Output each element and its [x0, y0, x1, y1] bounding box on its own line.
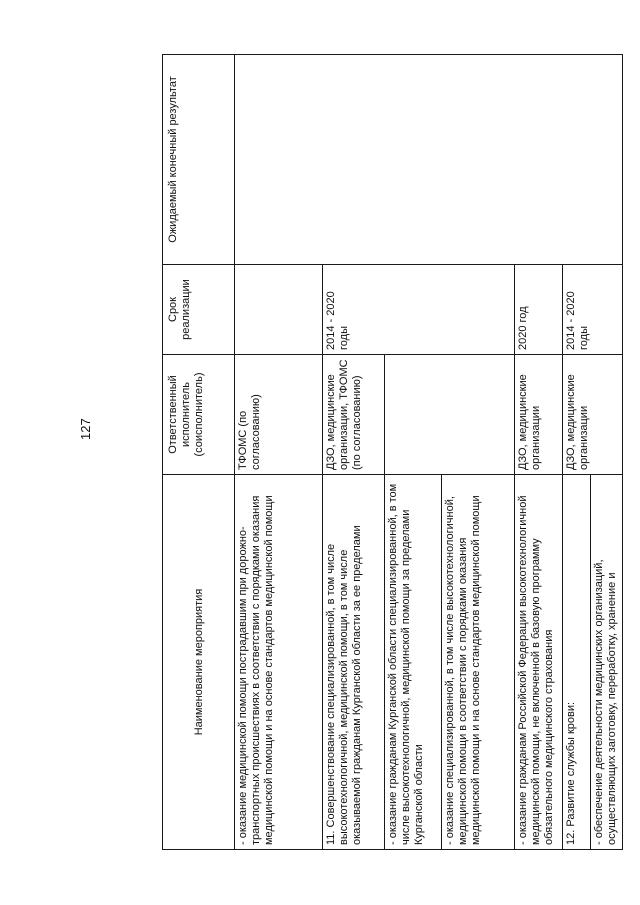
- cell-name: - оказание гражданам Российской Федерации высокотехнологичной медицинской помощи, не включенной в базовую программу обязательного медицинского страхования: [515, 475, 563, 850]
- cell-executor: ТФОМС (по согласованию): [235, 355, 323, 475]
- cell-term: [235, 265, 323, 355]
- measures-table: [162, 54, 623, 850]
- rotated-page-content: [162, 55, 618, 850]
- cell-executor: [385, 355, 515, 475]
- cell-result: [235, 55, 623, 265]
- header-executor: Ответственный исполнитель (соисполнитель): [163, 355, 235, 475]
- table-row: [235, 55, 323, 850]
- cell-term: 2020 год: [515, 265, 563, 355]
- cell-executor: ДЗО, медицинские организации: [515, 355, 563, 475]
- header-name: Наименование мероприятия: [163, 475, 235, 850]
- cell-name: - оказание медицинской помощи пострадавшим при дорожно-транспортных происшествиях в соответствии с порядками оказания медицинской помощи и на основе стандартов медицинской помощи: [235, 475, 323, 850]
- cell-name: 12. Развитие службы крови:: [563, 475, 591, 850]
- cell-name: - обеспечение деятельности медицинских организаций, осуществляющих заготовку, переработку, хранение и: [591, 475, 623, 850]
- header-term: Срок реализации: [163, 265, 235, 355]
- table-header-row: [163, 55, 235, 850]
- cell-name: - оказание гражданам Курганской области специализированной, в том числе высокотехнологичной, медицинской помощи за пределами Курганской области: [385, 475, 442, 850]
- cell-executor: ДЗО, медицинские организации, ТФОМС (по согласованию): [323, 355, 385, 475]
- cell-executor: ДЗО, медицинские организации: [563, 355, 623, 475]
- cell-name: 11. Совершенствование специализированной, в том числе высокотехнологичной, медицинской помощи, в том числе оказываемой гражданам Курганской области за ее пределами: [323, 475, 385, 850]
- header-result: Ожидаемый конечный результат: [163, 55, 235, 265]
- cell-term: 2014 - 2020 годы: [563, 265, 623, 355]
- page-number: 127: [78, 418, 93, 440]
- cell-name: - оказание специализированной, в том числе высокотехнологичной, медицинской помощи в соответствии с порядками оказания медицинской помощи и на основе стандартов медицинской помощи: [442, 475, 515, 850]
- cell-term: 2014 - 2020 годы: [323, 265, 515, 355]
